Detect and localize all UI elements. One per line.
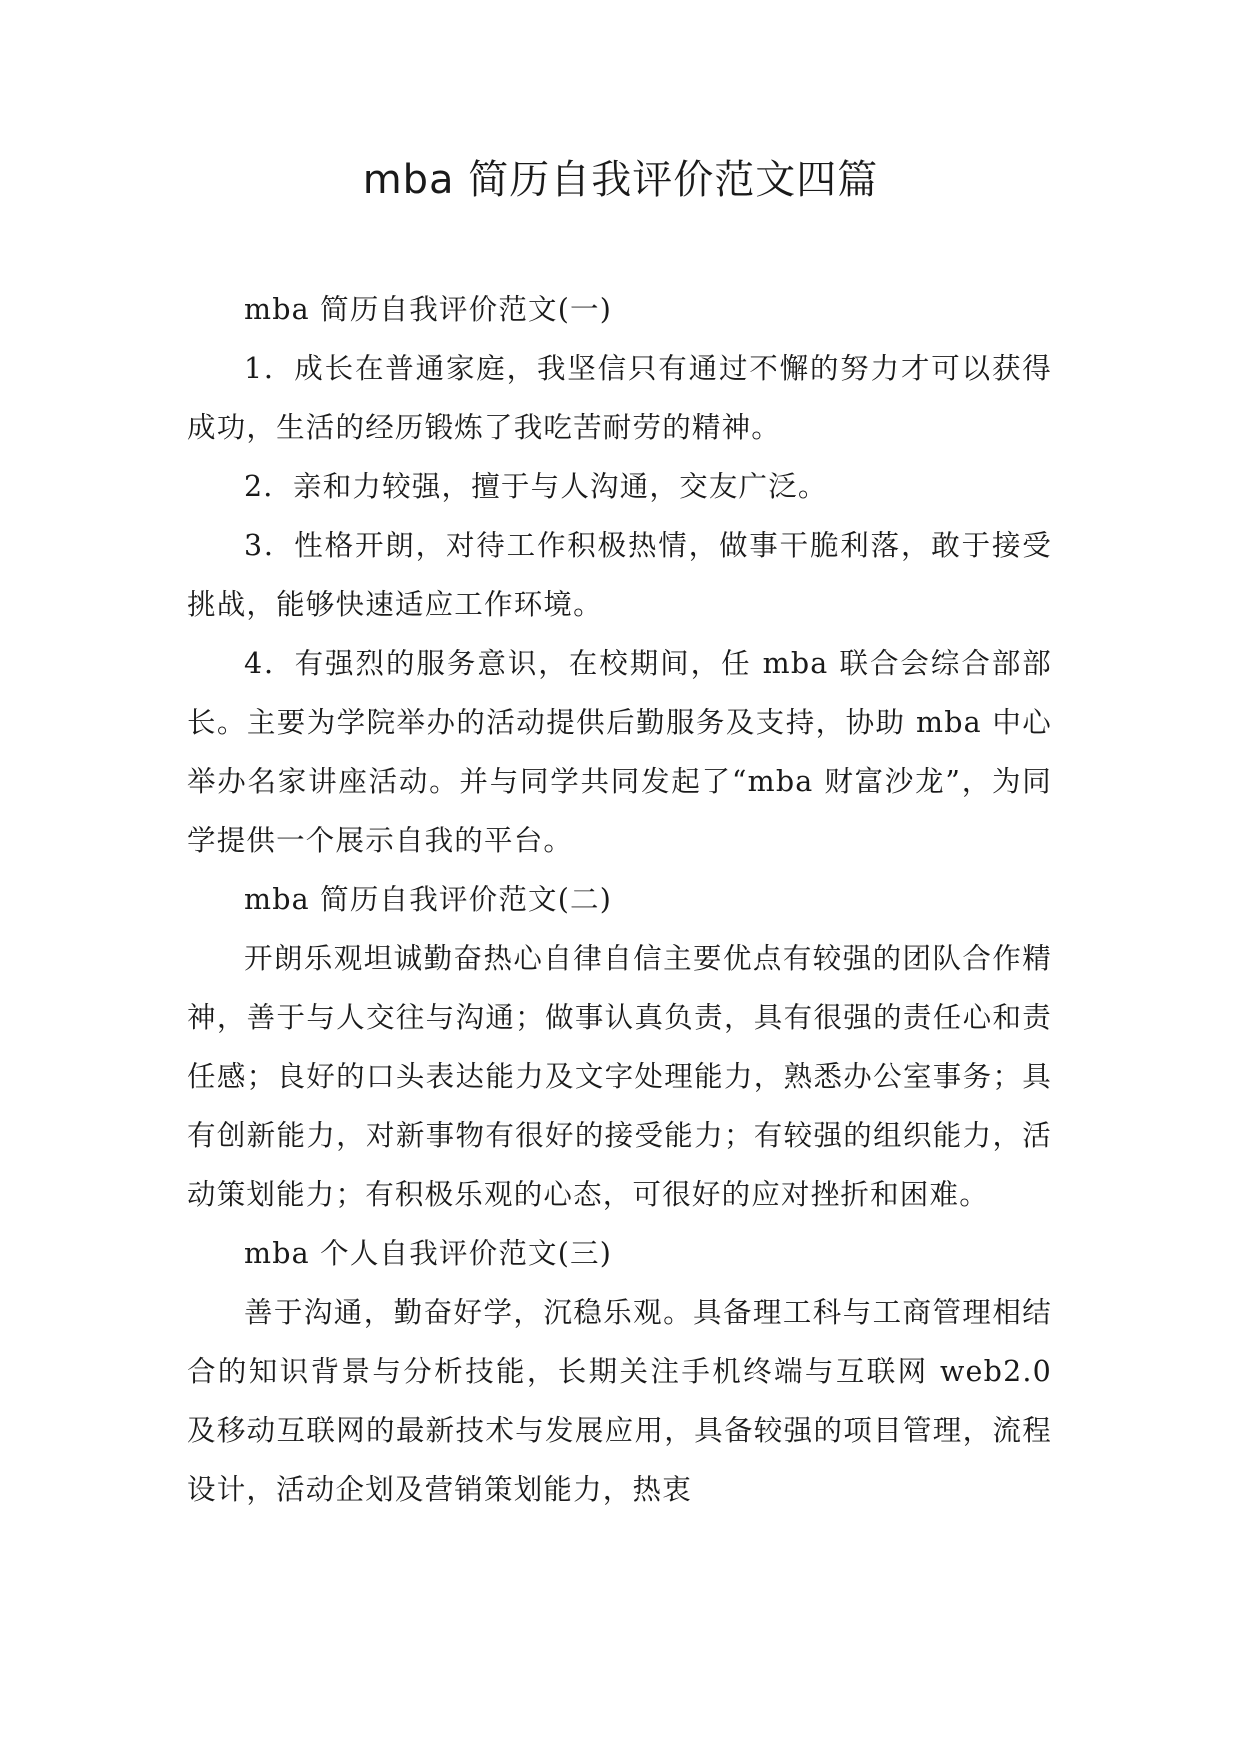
- section-heading-3: mba 个人自我评价范文(三): [244, 1237, 613, 1270]
- paragraph-section-3: 善于沟通，勤奋好学，沉稳乐观。具备理工科与工商管理相结合的知识背景与分析技能，长期关注手机终端与互联网 web2.0 及移动互联网的最新技术与发展应用，具备较强的项目管理，流程设计，活动企划及营销策划能力，热衷: [187, 1296, 1052, 1506]
- section-heading-2: mba 简历自我评价范文(二): [244, 883, 613, 916]
- paragraph-item-3: 3．性格开朗，对待工作积极热情，做事干脆利落，敢于接受挑战，能够快速适应工作环境。: [187, 529, 1052, 621]
- document-body: [187, 280, 1052, 1519]
- paragraph-section-2: 开朗乐观坦诚勤奋热心自律自信主要优点有较强的团队合作精神，善于与人交往与沟通；做事认真负责，具有很强的责任心和责任感；良好的口头表达能力及文字处理能力，熟悉办公室事务；具有创新能力，对新事物有很好的接受能力；有较强的组织能力，活动策划能力；有积极乐观的心态，可很好的应对挫折和困难。: [187, 942, 1052, 1211]
- paragraph-item-4: 4．有强烈的服务意识，在校期间，任 mba 联合会综合部部长。主要为学院举办的活动提供后勤服务及支持，协助 mba 中心举办名家讲座活动。并与同学共同发起了“mba 财富沙龙”，为同学提供一个展示自我的平台。: [187, 647, 1052, 857]
- paragraph-item-2: 2．亲和力较强，擅于与人沟通，交友广泛。: [244, 470, 828, 503]
- section-heading-1: mba 简历自我评价范文(一): [244, 293, 613, 326]
- document-title: mba 简历自我评价范文四篇: [362, 157, 879, 203]
- paragraph-item-1: 1．成长在普通家庭，我坚信只有通过不懈的努力才可以获得成功，生活的经历锻炼了我吃苦耐劳的精神。: [187, 352, 1052, 444]
